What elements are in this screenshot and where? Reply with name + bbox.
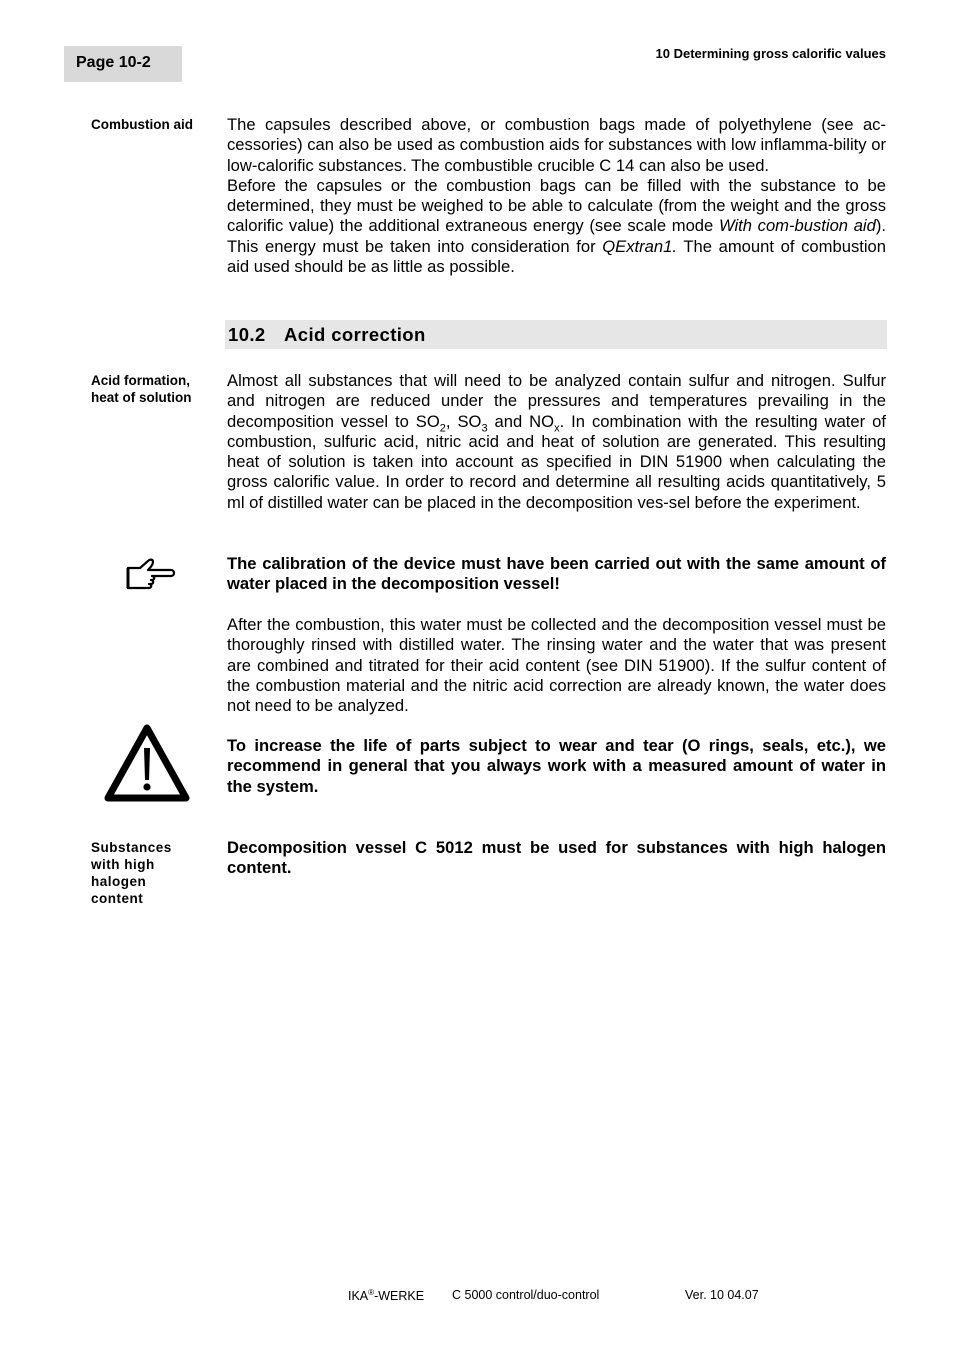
page-number: Page 10-2 [76,54,151,71]
combustion-aid-paragraph-1: The capsules described above, or combustion bags made of polyethylene (see ac-cessories) can also be used as combustion aids for substances with low inflamma-bility or low-calorific substances. The combustible crucible C 14 can also be used. [227,115,886,175]
label-line: heat of solution [91,390,192,405]
after-combustion-text: After the combustion, this water must be collected and the decomposition vessel must be thoroughly rinsed with distilled water. The rinsing water and the water that was present are combined and titrated for their acid content (see DIN 51900). If the sulfur content of the combustion material and the nitric acid correction are already known, the water does not need to be analyzed. [227,615,886,716]
combustion-aid-text [227,115,886,277]
italic-run: QExtran1. [602,236,677,256]
label-line: halogen [91,874,147,889]
section-heading [225,320,887,349]
warning-triangle-icon [104,724,190,804]
acid-formation-paragraph [227,371,886,513]
italic-run: With com-bustion aid [718,216,876,236]
label-line: with high [91,857,155,872]
chapter-title: 10 Determining gross calorific values [655,46,886,61]
footer-product: C 5000 control/duo-control [452,1288,600,1302]
margin-label-combustion-aid: Combustion aid [91,117,193,132]
text-run: ). This energy must be taken into consideration for [227,216,886,256]
text-run: , SO [445,411,482,431]
acid-formation-text [227,371,886,513]
label-line: content [91,891,144,906]
subscript: 2 [439,421,446,434]
calibration-note: The calibration of the device must have been carried out with the same amount of water placed in the decomposition vessel! [227,554,886,594]
footer-brand [348,1288,424,1303]
text-run: and NO [487,411,555,431]
brand-text: -WERKE [374,1289,425,1304]
section-title: Acid correction [284,324,426,345]
subscript: x [554,421,560,434]
wear-and-tear-warning: To increase the life of parts subject to wear and tear (O rings, seals, etc.), we recommend in general that you always work with a measured amount of water in the system. [227,736,886,796]
text-run: Almost all substances that will need to be analyzed contain sulfur and nitrogen. Sulfur and nitrogen are reduced under the pressures and temperatures prevailing in the decomposition vessel to SO [227,371,886,431]
label-line: Substances [91,840,172,855]
text-run: Before the capsules or the combustion bags can be filled with the substance to be determined, they must be weighed to be able to calculate (from the weight and the gross calorific value) the additional extraneous energy (see scale mode [227,175,886,236]
margin-label-halogen [91,839,211,907]
text-run: The amount of combustion aid used should be as little as possible. [227,236,886,277]
section-number: 10.2 [228,324,266,345]
halogen-note: Decomposition vessel C 5012 must be used for substances with high halogen content. [227,838,886,878]
subscript: 3 [481,421,488,434]
pointing-hand-icon [125,557,179,591]
combustion-aid-paragraph-2 [227,176,886,277]
page-number-tab [64,46,182,82]
footer-version: Ver. 10 04.07 [685,1288,759,1302]
registered-mark: ® [368,1288,375,1297]
brand-text: IKA [348,1289,369,1304]
text-run: . In combination with the resulting water of combustion, sulfuric acid, nitric acid and heat of solution are generated. This resulting heat of solution is taken into account as specified in DIN 51900 when calculating the gross calorific value. In order to record and determine all resulting acids quantitatively, 5 ml of distilled water can be placed in the decomposition ves-sel before the experiment. [227,411,886,512]
label-line: Acid formation, [91,373,191,388]
margin-label-acid-formation [91,372,211,406]
